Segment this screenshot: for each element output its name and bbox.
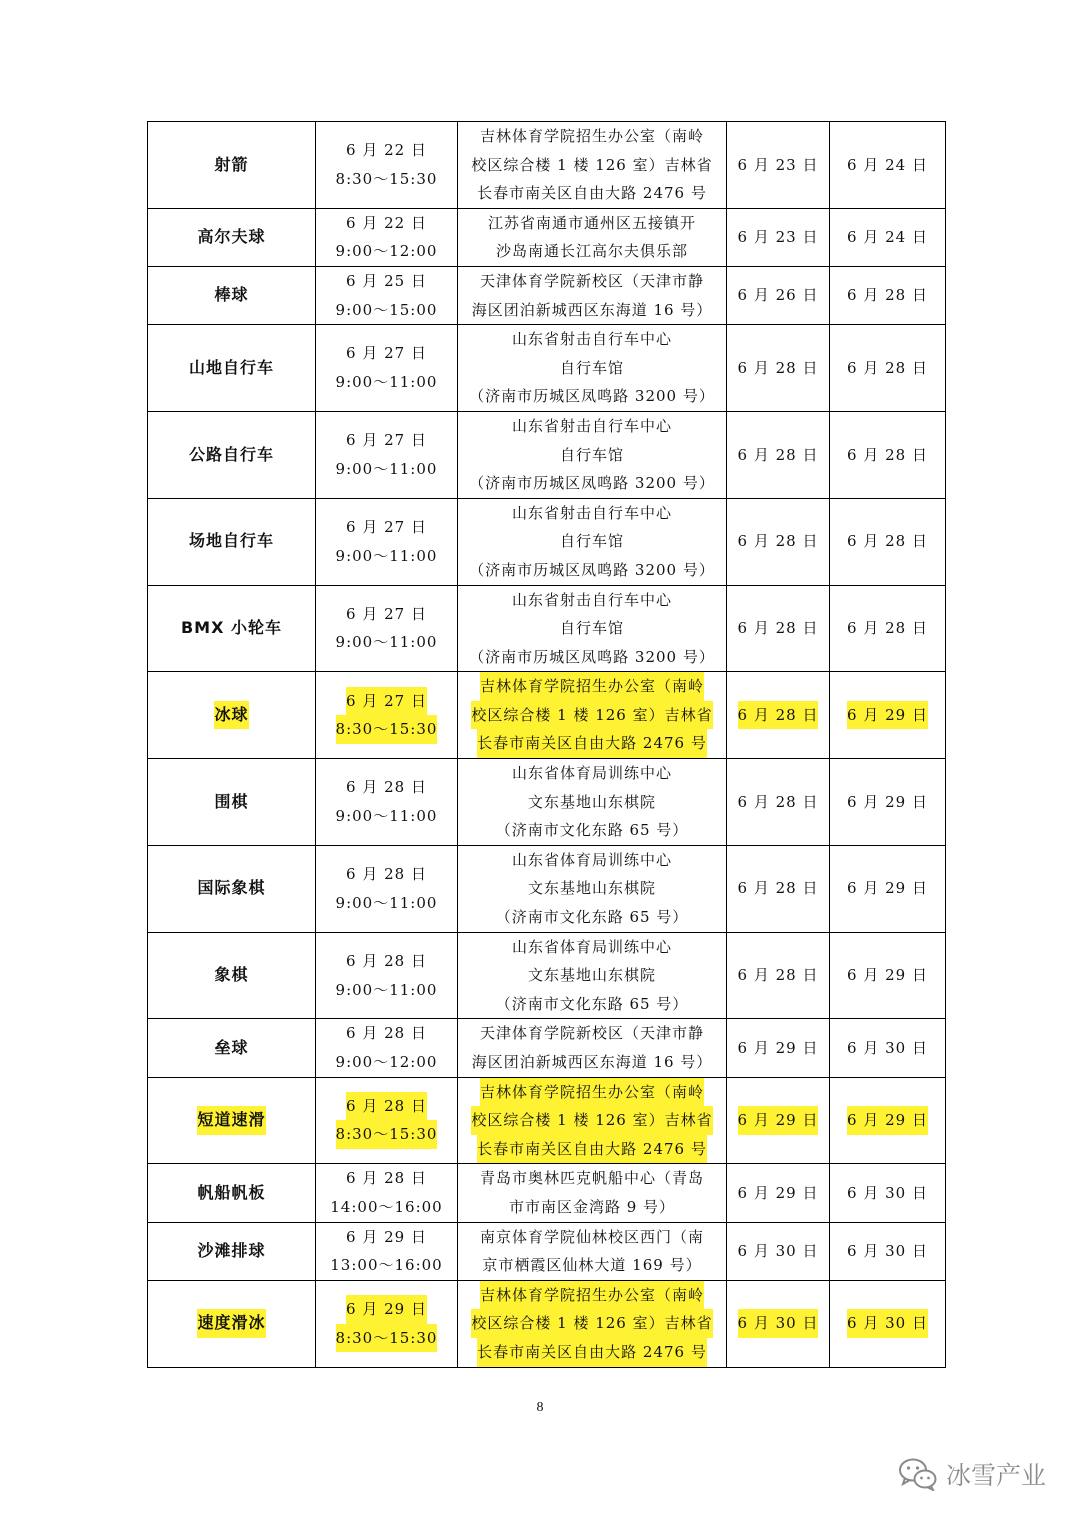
venue-cell <box>458 932 727 1019</box>
venue-line: 吉林体育学院招生办公室（南岭 <box>480 1078 704 1107</box>
schedule-table-body <box>148 122 946 1368</box>
venue-line: 校区综合楼 1 楼 126 室）吉林省 <box>471 1309 712 1338</box>
venue-line: 山东省射击自行车中心 <box>511 330 672 349</box>
date1-cell <box>727 266 830 324</box>
venue-line: 长春市南关区自由大路 2476 号 <box>477 184 707 203</box>
time-cell <box>316 1019 458 1077</box>
date1-cell <box>727 325 830 412</box>
table-row <box>148 1019 946 1077</box>
sport-cell <box>148 266 316 324</box>
date-text: 6 月 28 日 <box>737 532 819 551</box>
time-line: 9:00～11:00 <box>335 373 438 392</box>
time-line: 6 月 22 日 <box>346 141 427 160</box>
time-cell <box>316 1280 458 1367</box>
venue-line: （济南市文化东路 65 号） <box>495 821 689 840</box>
table-row <box>148 585 946 672</box>
venue-line: 天津体育学院新校区（天津市静 <box>479 1024 704 1043</box>
sport-name: 射箭 <box>214 154 249 174</box>
table-row <box>148 498 946 585</box>
time-line: 6 月 28 日 <box>346 1092 427 1121</box>
date-text: 6 月 29 日 <box>847 966 928 985</box>
date-text: 6 月 29 日 <box>738 1106 819 1135</box>
date-text: 6 月 30 日 <box>847 1309 928 1338</box>
venue-line: 吉林体育学院招生办公室（南岭 <box>479 127 704 145</box>
venue-line: 海区团泊新城西区东海道 16 号） <box>471 300 713 319</box>
venue-cell <box>458 208 727 266</box>
time-line: 6 月 28 日 <box>346 1024 427 1043</box>
venue-cell <box>458 498 727 585</box>
venue-cell <box>458 1164 727 1222</box>
time-line: 6 月 28 日 <box>346 1169 427 1188</box>
venue-line: （济南市文化东路 65 号） <box>495 908 689 927</box>
sport-name: 棒球 <box>214 285 249 305</box>
date1-cell <box>727 208 830 266</box>
sport-cell <box>148 1222 316 1280</box>
venue-cell <box>458 1280 727 1367</box>
time-cell <box>316 266 458 324</box>
wechat-icon <box>898 1457 938 1491</box>
table-row <box>148 932 946 1019</box>
sport-name: 公路自行车 <box>188 444 274 464</box>
date-text: 6 月 28 日 <box>847 358 928 377</box>
time-cell <box>316 585 458 672</box>
date2-cell <box>830 1280 946 1367</box>
time-line: 6 月 22 日 <box>346 213 427 232</box>
time-line: 6 月 27 日 <box>346 344 427 363</box>
date2-cell <box>830 411 946 498</box>
watermark <box>898 1452 1046 1496</box>
date-text: 6 月 30 日 <box>847 1183 928 1202</box>
date-text: 6 月 30 日 <box>738 1309 819 1338</box>
sport-cell <box>148 1077 316 1164</box>
sport-cell <box>148 672 316 759</box>
sport-cell <box>148 411 316 498</box>
venue-cell <box>458 266 727 324</box>
time-line: 8:30～15:30 <box>336 1324 438 1353</box>
venue-line: 长春市南关区自由大路 2476 号 <box>477 1338 707 1367</box>
venue-line: 自行车馆 <box>559 445 624 464</box>
venue-line: 校区综合楼 1 楼 126 室）吉林省 <box>471 155 713 174</box>
time-cell <box>316 1222 458 1280</box>
date1-cell <box>727 1077 830 1164</box>
venue-line: 江苏省南通市通州区五接镇开 <box>487 213 696 232</box>
venue-line: 山东省射击自行车中心 <box>511 503 672 522</box>
venue-line: （济南市历城区凤鸣路 3200 号） <box>469 647 715 666</box>
date-text: 6 月 28 日 <box>847 619 928 638</box>
date1-cell <box>727 585 830 672</box>
date2-cell <box>830 325 946 412</box>
sport-name: 短道速滑 <box>197 1106 265 1135</box>
date-text: 6 月 24 日 <box>847 155 928 174</box>
date2-cell <box>830 1019 946 1077</box>
venue-line: （济南市历城区凤鸣路 3200 号） <box>469 560 715 579</box>
sport-name: 象棋 <box>214 965 249 985</box>
table-row <box>148 1280 946 1367</box>
date2-cell <box>830 672 946 759</box>
date-text: 6 月 30 日 <box>737 1241 819 1260</box>
date-text: 6 月 24 日 <box>847 228 928 247</box>
venue-cell <box>458 672 727 759</box>
date2-cell <box>830 1222 946 1280</box>
venue-line: 长春市南关区自由大路 2476 号 <box>477 1135 707 1164</box>
time-line: 6 月 27 日 <box>346 431 427 450</box>
venue-line: 文东基地山东棋院 <box>527 792 656 811</box>
date2-cell <box>830 266 946 324</box>
date2-cell <box>830 1077 946 1164</box>
time-line: 9:00～11:00 <box>335 893 438 912</box>
date-text: 6 月 29 日 <box>847 701 928 730</box>
sport-cell <box>148 122 316 209</box>
time-cell <box>316 122 458 209</box>
venue-cell <box>458 585 727 672</box>
date-text: 6 月 28 日 <box>737 619 819 638</box>
venue-cell <box>458 411 727 498</box>
table-row <box>148 1222 946 1280</box>
table-row <box>148 122 946 209</box>
date2-cell <box>830 759 946 846</box>
date1-cell <box>727 672 830 759</box>
sport-cell <box>148 845 316 932</box>
sport-name: 高尔夫球 <box>197 227 266 247</box>
time-cell <box>316 208 458 266</box>
time-line: 6 月 27 日 <box>346 604 427 623</box>
date-text: 6 月 28 日 <box>847 445 928 464</box>
date-text: 6 月 28 日 <box>737 445 819 464</box>
table-row <box>148 672 946 759</box>
table-row <box>148 325 946 412</box>
sport-name: 国际象棋 <box>197 878 266 898</box>
sport-cell <box>148 585 316 672</box>
sport-cell <box>148 1164 316 1222</box>
time-line: 9:00～11:00 <box>335 459 438 478</box>
date-text: 6 月 28 日 <box>847 532 928 551</box>
date-text: 6 月 28 日 <box>737 966 819 985</box>
date2-cell <box>830 122 946 209</box>
date2-cell <box>830 932 946 1019</box>
venue-line: 自行车馆 <box>559 532 624 551</box>
venue-line: 山东省射击自行车中心 <box>511 416 672 435</box>
time-cell <box>316 411 458 498</box>
sport-cell <box>148 325 316 412</box>
date2-cell <box>830 585 946 672</box>
venue-line: （济南市历城区凤鸣路 3200 号） <box>469 474 715 493</box>
date2-cell <box>830 845 946 932</box>
table-row <box>148 208 946 266</box>
sport-cell <box>148 498 316 585</box>
date-text: 6 月 26 日 <box>737 286 819 305</box>
venue-cell <box>458 1019 727 1077</box>
time-line: 6 月 28 日 <box>346 865 427 884</box>
date-text: 6 月 28 日 <box>847 286 928 305</box>
table-row <box>148 759 946 846</box>
date-text: 6 月 23 日 <box>737 228 819 247</box>
time-line: 14:00～16:00 <box>330 1197 443 1216</box>
page-number: 8 <box>536 1400 544 1415</box>
date1-cell <box>727 1164 830 1222</box>
time-line: 9:00～12:00 <box>335 242 438 261</box>
time-line: 6 月 25 日 <box>346 271 427 290</box>
venue-line: 长春市南关区自由大路 2476 号 <box>477 729 707 758</box>
date1-cell <box>727 1019 830 1077</box>
venue-line: 自行车馆 <box>559 619 624 638</box>
date-text: 6 月 23 日 <box>737 155 819 174</box>
date1-cell <box>727 759 830 846</box>
date-text: 6 月 30 日 <box>847 1038 928 1057</box>
time-line: 6 月 28 日 <box>346 778 427 797</box>
sport-name: 围棋 <box>214 791 249 811</box>
sport-name: 沙滩排球 <box>197 1240 266 1260</box>
time-line: 8:30～15:30 <box>336 715 438 744</box>
venue-line: 校区综合楼 1 楼 126 室）吉林省 <box>471 1106 712 1135</box>
sport-cell <box>148 759 316 846</box>
date2-cell <box>830 1164 946 1222</box>
time-line: 9:00～11:00 <box>335 980 438 999</box>
table-row <box>148 411 946 498</box>
date1-cell <box>727 1280 830 1367</box>
venue-line: 京市栖霞区仙林大道 169 号） <box>482 1256 702 1275</box>
sport-name: 冰球 <box>214 701 248 730</box>
date1-cell <box>727 411 830 498</box>
date-text: 6 月 28 日 <box>737 879 819 898</box>
time-line: 9:00～12:00 <box>335 1053 438 1071</box>
venue-line: 山东省体育局训练中心 <box>511 937 672 956</box>
time-cell <box>316 672 458 759</box>
sport-name: 场地自行车 <box>188 531 274 551</box>
venue-line: 校区综合楼 1 楼 126 室）吉林省 <box>471 701 712 730</box>
venue-line: 南京体育学院仙林校区西门（南 <box>479 1227 704 1246</box>
table-row <box>148 266 946 324</box>
venue-line: 吉林体育学院招生办公室（南岭 <box>480 672 704 701</box>
venue-cell <box>458 759 727 846</box>
sport-name: 帆船帆板 <box>197 1182 266 1202</box>
venue-line: 市市南区金湾路 9 号） <box>508 1197 676 1216</box>
date1-cell <box>727 845 830 932</box>
sport-name: 山地自行车 <box>188 357 274 377</box>
time-line: 8:30～15:30 <box>335 169 438 188</box>
time-line: 8:30～15:30 <box>336 1120 438 1149</box>
venue-line: 青岛市奥林匹克帆船中心（青岛 <box>479 1169 704 1188</box>
date2-cell <box>830 498 946 585</box>
time-line: 13:00～16:00 <box>330 1256 443 1275</box>
venue-line: 海区团泊新城西区东海道 16 号） <box>471 1053 713 1071</box>
sport-name: 速度滑冰 <box>197 1309 265 1338</box>
date-text: 6 月 29 日 <box>847 1106 928 1135</box>
time-cell <box>316 845 458 932</box>
venue-line: 吉林体育学院招生办公室（南岭 <box>480 1281 704 1310</box>
sport-name: 垒球 <box>214 1037 249 1057</box>
venue-line: 自行车馆 <box>559 358 624 377</box>
watermark-text: 冰雪产业 <box>946 1461 1047 1490</box>
time-line: 6 月 27 日 <box>346 687 427 716</box>
date1-cell <box>727 932 830 1019</box>
table-row <box>148 1077 946 1164</box>
time-cell <box>316 1164 458 1222</box>
date-text: 6 月 28 日 <box>738 701 819 730</box>
venue-line: 文东基地山东棋院 <box>527 879 656 898</box>
date1-cell <box>727 498 830 585</box>
venue-cell <box>458 845 727 932</box>
date-text: 6 月 29 日 <box>737 1183 819 1202</box>
venue-line: 山东省射击自行车中心 <box>511 590 672 609</box>
venue-line: （济南市历城区凤鸣路 3200 号） <box>469 387 715 406</box>
time-cell <box>316 498 458 585</box>
venue-line: 沙岛南通长江高尔夫俱乐部 <box>495 242 688 261</box>
time-cell <box>316 1077 458 1164</box>
sport-cell <box>148 208 316 266</box>
venue-line: （济南市文化东路 65 号） <box>495 994 689 1013</box>
sport-cell <box>148 1019 316 1077</box>
schedule-table <box>147 121 946 1368</box>
time-cell <box>316 759 458 846</box>
time-line: 9:00～11:00 <box>335 806 438 825</box>
sport-name: BMX 小轮车 <box>180 618 283 638</box>
table-row <box>148 845 946 932</box>
date-text: 6 月 29 日 <box>737 1038 819 1057</box>
sport-cell <box>148 932 316 1019</box>
venue-line: 山东省体育局训练中心 <box>511 764 672 783</box>
date1-cell <box>727 1222 830 1280</box>
venue-line: 文东基地山东棋院 <box>527 966 656 985</box>
venue-cell <box>458 122 727 209</box>
table-row <box>148 1164 946 1222</box>
date-text: 6 月 30 日 <box>847 1241 928 1260</box>
venue-line: 山东省体育局训练中心 <box>511 850 672 869</box>
time-cell <box>316 325 458 412</box>
date-text: 6 月 28 日 <box>737 792 819 811</box>
time-line: 9:00～11:00 <box>335 633 438 652</box>
time-line: 9:00～15:00 <box>335 300 438 319</box>
date-text: 6 月 29 日 <box>847 879 928 898</box>
time-cell <box>316 932 458 1019</box>
time-line: 6 月 29 日 <box>346 1227 427 1246</box>
venue-cell <box>458 1222 727 1280</box>
date-text: 6 月 28 日 <box>737 358 819 377</box>
date-text: 6 月 29 日 <box>847 792 928 811</box>
time-line: 6 月 27 日 <box>346 518 427 537</box>
time-line: 9:00～11:00 <box>335 546 438 565</box>
venue-cell <box>458 325 727 412</box>
venue-line: 天津体育学院新校区（天津市静 <box>479 271 704 290</box>
venue-cell <box>458 1077 727 1164</box>
date1-cell <box>727 122 830 209</box>
sport-cell <box>148 1280 316 1367</box>
time-line: 6 月 29 日 <box>346 1295 427 1324</box>
time-line: 6 月 28 日 <box>346 951 427 970</box>
date2-cell <box>830 208 946 266</box>
